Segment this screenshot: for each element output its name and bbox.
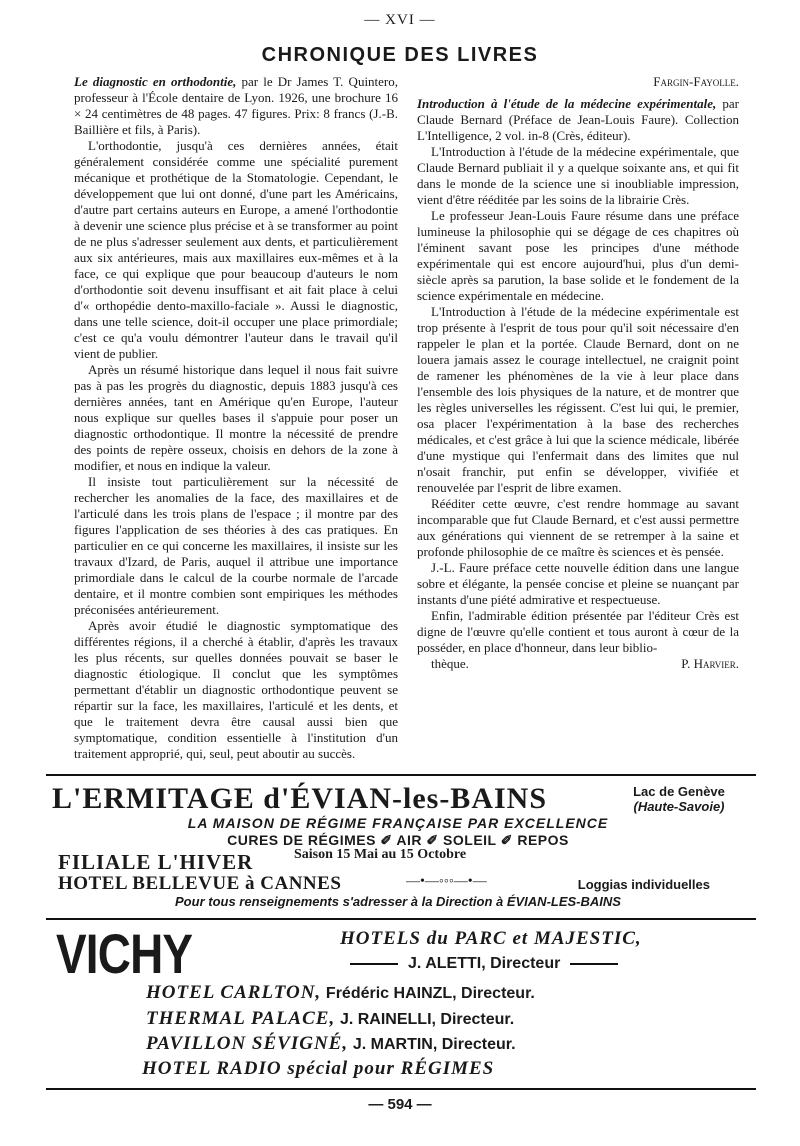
review2-paragraph: L'Introduction à l'étude de la médecine expérimentale est trop présente à l'esprit de tous pour qu'il soit nécessaire d'en rappeler le plan et la portée. Claude Bernard, dont on ne louera jamais assez le courage intellectuel, ne craignit point de ramener les phénomènes de la vie à leur place dans l'ensemble des lois physiques de la nature, et de montrer que les règles universelles les régissent. C'est lui qui, le premier, osa placer l'expérimentation à la base des recherches médicales, et c'est grâce à lui que la science médicale, libérée d'une mystique qui l'enfermait dans des limites que nul n'osait franchir, put enfin se développer, vivifiée et renouvelée par l'esprit de libre examen. <box>417 304 739 495</box>
ad-evian-filiale: FILIALE L'HIVER <box>58 850 254 874</box>
divider-rule <box>46 1088 756 1090</box>
review2-paragraph: Le professeur Jean-Louis Faure résume dans une préface lumineuse la philosophie qui se dégage de ces chapitres où l'éminent savant pose les principes d'une méthode expérimentale qui est encore aujourd'hui, plus d'un demi-siècle après sa parution, la base solide et le fondement de la science expérimentale en médecine. <box>417 208 739 303</box>
dash-rule <box>350 963 398 965</box>
ad-vichy-line: THERMAL PALACE, J. RAINELLI, Directeur. <box>146 1008 515 1029</box>
section-title: CHRONIQUE DES LIVRES <box>261 44 539 66</box>
dash-rule <box>570 963 618 965</box>
page-number-roman: — XVI — <box>364 12 436 28</box>
review2-meta: par Claude Bernard (Préface de Jean-Louis Faure). Collection L'Intelligence, 2 vol. in-8 (Crès, éditeur). <box>417 96 739 143</box>
review1-paragraph: Il insiste tout particulièrement sur la nécessité de rechercher les anomalies de la face, des maxillaires et de l'articulé dans les trois plans de l'espace ; il montre par des figures l'application de ses théories à des cas pratiques. En particulier en ce qui concerne les maxillaires, il insiste sur les travaux d'Izard, de Paris, auquel il attribue une importance primordiale dans le calcul de la courbe normale de l'arcade dentaire, et il montre combien sont empiriques les méthodes préconisées antérieurement. <box>74 474 398 617</box>
review1-heading <box>74 74 398 138</box>
review1-paragraph: Après un résumé historique dans lequel il nous fait suivre pas à pas les progrès du diagnostic, depuis 1883 jusqu'à ces dernières années, tant en Amérique qu'en Europe, l'auteur nous explique sur quelles bases il s'appuie pour poser un diagnostic orthodontique. Il montre la nécessité de prendre des points de repère osseux, choisis en dehors de la zone à modifier, et nous en indique la valeur. <box>74 362 398 473</box>
ad-ermitage-evian <box>46 780 750 915</box>
ad-evian-headline: L'ERMITAGE d'ÉVIAN-les-BAINS <box>52 782 548 815</box>
review2-signature: P. Harvier. <box>681 656 739 671</box>
left-column <box>74 74 398 762</box>
ad-vichy <box>46 922 756 1086</box>
review2-heading <box>417 96 739 144</box>
divider-rule <box>46 918 756 920</box>
ornament-divider: —•—◦◦◦—•— <box>406 874 487 889</box>
review2-paragraph: L'Introduction à l'étude de la médecine expérimentale, que Claude Bernard publiait il y a quelque soixante ans, et qui fit dans le monde de la science une si inoubliable impression, vient d'être rééditée par les soins de la librairie Crès. <box>417 144 739 207</box>
review1-title: Le diagnostic en orthodontie, <box>74 74 237 89</box>
ad-vichy-line: J. ALETTI, Directeur <box>340 952 628 974</box>
divider-rule <box>46 774 756 776</box>
ad-evian-location-line1: Lac de Genève <box>633 784 725 799</box>
review1-paragraph: Après avoir étudié le diagnostic symptomatique des différentes régions, il a cherché à établir, d'après les travaux les plus récents, sur quelles données pouvait se baser le diagnostic étiologique. Il conclut que les symptômes permettant d'établir un diagnostic orthodontique peuvent se répartir sur la face, les maxillaires, l'articulé et les dents, et que le traitement devra être causal aussi bien que symptomatique, condition essentielle à l'institution d'un traitement approprié, qui, seul, peut aboutir au succès. <box>74 618 398 761</box>
ad-evian-loggias: Loggias individuelles <box>577 877 710 892</box>
ad-evian-slogan: LA MAISON DE RÉGIME FRANÇAISE PAR EXCELLENCE <box>187 815 609 831</box>
review1-paragraph: L'orthodontie, jusqu'à ces dernières années, était généralement considérée comme une spécialité purement mécanique et prothétique de la Stomatologie. Cependant, le développement que lui ont donné, d'une part les Américains, d'autre part certains auteurs en Europe, a amené l'orthodontie à devenir une science plus précise et à se transformer au point de ne plus s'adresser seulement aux dents, et particulièrement aux six antérieures, mais aux maxillaires eux-mêmes et à la face, ce qui explique que pour beaucoup d'auteurs le nom d'orthodontie soit devenu insuffisant et ait fait place à celui d'« orthopédie dento-maxillo-faciale ». Aussi le diagnostic, dans une telle science, doit-il occuper une place primordiale; c'est ce qu'a voulu démontrer l'auteur dans le travail qu'il vient de publier. <box>74 138 398 361</box>
ad-evian-location <box>614 784 744 814</box>
ad-evian-location-line2: (Haute-Savoie) <box>633 799 725 814</box>
ad-evian-saison: Saison 15 Mai au 15 Octobre <box>294 847 467 862</box>
review2-paragraph: Rééditer cette œuvre, c'est rendre hommage au savant incomparable que fut Claude Bernard, et c'est aussi permettre aux générations qui viennent de se retremper à la saine et profonde philosophie de ce maître ès sciences et ès pensée. <box>417 496 739 559</box>
review2-closing <box>417 656 739 672</box>
ad-vichy-line: HOTEL CARLTON, Frédéric HAINZL, Directeur. <box>146 982 535 1003</box>
ad-vichy-line: PAVILLON SÉVIGNÉ, J. MARTIN, Directeur. <box>146 1033 516 1054</box>
review2-last-word: thèque. <box>431 656 469 671</box>
review2-paragraph: J.-L. Faure préface cette nouvelle édition dans une langue sobre et élégante, la pensée concise et pleine se nuançant par instants d'une piété admirative et respectueuse. <box>417 560 739 607</box>
right-column <box>417 74 739 672</box>
ad-evian-cures: CURES DE RÉGIMES ✐ AIR ✐ SOLEIL ✐ REPOS <box>227 832 569 848</box>
review2-title: Introduction à l'étude de la médecine expérimentale, <box>417 96 717 111</box>
review1-meta: par le Dr James T. Quintero, professeur à l'École dentaire de Lyon. 1926, une brochure 16 × 24 centimètres de 48 pages. 47 figures. Prix: 8 francs (J.-B. Baillière et fils, à Paris). <box>74 74 399 137</box>
review1-signature: Fargin-Fayolle. <box>653 74 739 89</box>
page-number: — 594 — <box>368 1096 432 1113</box>
ad-vichy-line: HOTELS du PARC et MAJESTIC, <box>340 928 642 949</box>
ad-evian-info: Pour tous renseignements s'adresser à la Direction à ÉVIAN-LES-BAINS <box>175 894 621 909</box>
review2-paragraph: Enfin, l'admirable édition présentée par l'éditeur Crès est digne de l'œuvre qu'elle contient et tous auront à cœur de la posséder, en place d'honneur, dans leur biblio- <box>417 608 739 655</box>
ad-vichy-line: HOTEL RADIO spécial pour RÉGIMES <box>142 1058 495 1079</box>
ad-evian-hotel: HOTEL BELLEVUE à CANNES <box>58 873 342 894</box>
ad-vichy-city: VICHY <box>56 922 193 985</box>
